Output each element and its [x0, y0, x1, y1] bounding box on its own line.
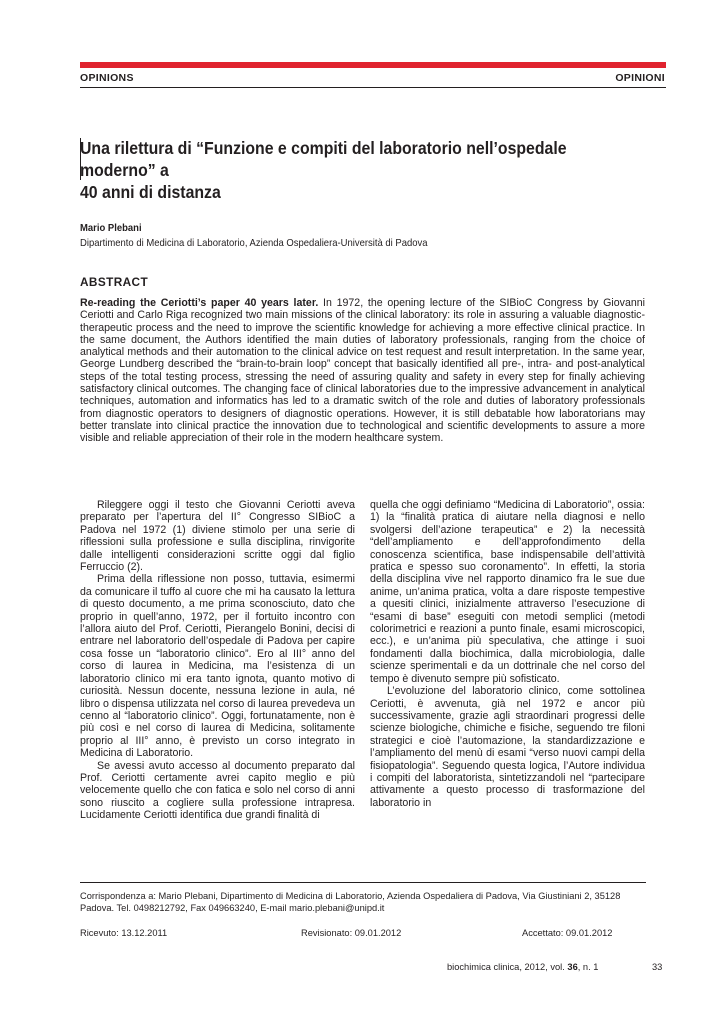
abstract-body: In 1972, the opening lecture of the SIBioC Congress by Giovanni Ceriotti and Carlo Riga recognized two main missions of the clinical laboratory: its role in assuring a valuable diagnostic-therapeutic process and the need to improve the scientific knowledge for achieving a more effective clinical practice. In the same document, the Authors identified the main duties of laboratory professionals, ranging from the choice of analytical methods and their automation to the clinical advice on test request and result interpretation. In the same year, George Lundberg described the “brain-to-brain loop” concept that basically identified all pre-, intra- and post-analytical steps of the total testing process, stressing the need of assuring quality and safety in every step for finally achieving satisfactory clinical outcomes. The changing face of clinical laboratories due to the impressive advancement in analytical techniques, automation and informatics has led to a dramatic switch of the role and duties of laboratory professionals from diagnostic operators to designers of diagnostic operations. However, it is still debatable how laboratorians may better translate into clinical practice the innovation due to technological and scientific developments to assure a more visible and reliable appreciation of their role in the modern healthcare system. — [80, 297, 645, 445]
journal-citation-suffix: , n. 1 — [577, 962, 599, 972]
journal-citation-prefix: biochimica clinica, 2012, vol. — [447, 962, 568, 972]
revised-date: Revisionato: 09.01.2012 — [301, 928, 402, 938]
abstract-lead: Re-reading the Ceriotti’s paper 40 years later. — [80, 297, 319, 309]
article-title — [80, 137, 602, 203]
page-number: 33 — [652, 962, 663, 972]
author-name: Mario Plebani — [80, 223, 142, 234]
footer-rule — [80, 882, 646, 883]
body-paragraph-continued: quella che oggi definiamo “Medicina di Laboratorio”, ossia: 1) la “finalità pratica di aiutare nella diagnosi e nello svolgersi dell’azione terapeutica” e 2) la necessità “dell’ampliamento e dell’approfondimento della conoscenza scientifica, base indispensabile dell’attività pratica e spesso suo coronamento”. In effetti, la storia della disciplina vive nel rapporto dinamico fra le sue due anime, un’anima pratica, volta a dare risposte tempestive a quesiti clinici, inizialmente attraverso l’esecuzione di “esami di base” eseguiti con metodi semplici (metodi colorimetrici e reazioni a punto finale, esami microscopici, ecc.), e un’anima più speculativa, che attinge i suoi fondamenti dalla biochimica, dalla microbiologia, dalle scienze sperimentali e da un dottrinale che nel corso del tempo è divenuto sempre più sofisticato. — [370, 499, 645, 685]
body-paragraph: Prima della riflessione non posso, tuttavia, esimermi da comunicare il tuffo al cuore che mi ha causato la lettura di questo documento, a me prima sconosciuto, dato che proprio in quell’anno, 1972, per il fortuito incontro con l’allora aiuto del Prof. Ceriotti, Pierangelo Bonini, decisi di entrare nel laboratorio dell’ospedale di Padova per capire cosa fosse un “laboratorio clinico”. Ero al III° anno del corso di laurea in Medicina, ma l’esistenza di un laboratorio clinico mi era tanto ignota, quanto motivo di curiosità. Nessun docente, nessuna lezione in aula, né libro o dispensa utilizzata nel corso di laurea prevedeva un cenno al “laboratorio clinico”. Oggi, fortunatamente, non è più così e nel corso di laurea di Medicina, solitamente proprio al III° anno, è previsto un corso integrato in Medicina di Laboratorio. — [80, 573, 356, 760]
abstract-text — [80, 297, 645, 445]
accepted-date: Accettato: 09.01.2012 — [522, 928, 613, 938]
correspondence-note: Corrispondenza a: Mario Plebani, Dipartimento di Medicina di Laboratorio, Azienda Ospedaliera di Padova, Via Giustiniani 2, 35128 Padova. Tel. 0498212792, Fax 049663240, E-mail mario.plebani@unipd.it — [80, 891, 621, 913]
received-date: Ricevuto: 13.12.2011 — [80, 928, 168, 938]
journal-citation — [447, 962, 598, 972]
section-label-english: OPINIONS — [80, 72, 134, 84]
journal-volume: 36 — [567, 962, 578, 972]
abstract-heading: ABSTRACT — [80, 275, 149, 289]
header-accent-bar — [80, 62, 666, 68]
article-title-line-2: 40 anni di distanza — [80, 182, 221, 202]
section-label-italian: OPINIONI — [615, 72, 665, 84]
header-rule — [80, 87, 666, 88]
body-paragraph: Se avessi avuto accesso al documento preparato dal Prof. Ceriotti certamente avrei capito meglio e più velocemente quello che con fatica e solo nel corso di anni sono riuscito a cogliere sulla professione intrapresa. Lucidamente Ceriotti identifica due grandi finalità di — [80, 759, 355, 822]
body-column-right — [370, 499, 645, 809]
author-affiliation: Dipartimento di Medicina di Laboratorio, Azienda Ospedaliera-Università di Padova — [80, 238, 428, 249]
body-column-left — [80, 499, 355, 822]
body-paragraph: Rileggere oggi il testo che Giovanni Ceriotti aveva preparato per l’apertura del II° Congresso SIBioC a Padova nel 1972 (1) diviene stimolo per una serie di riflessioni sulla professione e sulla disciplina, rinvigorite dalle intelligenti considerazioni scritte oggi dal figlio Ferruccio (2). — [80, 499, 355, 574]
body-paragraph: L’evoluzione del laboratorio clinico, come sottolinea Ceriotti, è avvenuta, già nel 1972 e ancor più successivamente, grazie agli straordinari progressi delle scienze biologiche, chimiche e fisiche, seguendo tre filoni strategici e cioè l’automazione, la standardizzazione e l’ampliamento del menù di esami “verso nuovi campi della fisiopatologia”. Seguendo questa logica, l’Autore individua i compiti del laboratorista, sintetizzandoli nel “partecipare attivamente a questo processo di trasformazione del laboratorio in — [370, 685, 645, 809]
article-title-line-1: Una rilettura di “Funzione e compiti del laboratorio nell’ospedale moderno” a — [80, 138, 567, 180]
